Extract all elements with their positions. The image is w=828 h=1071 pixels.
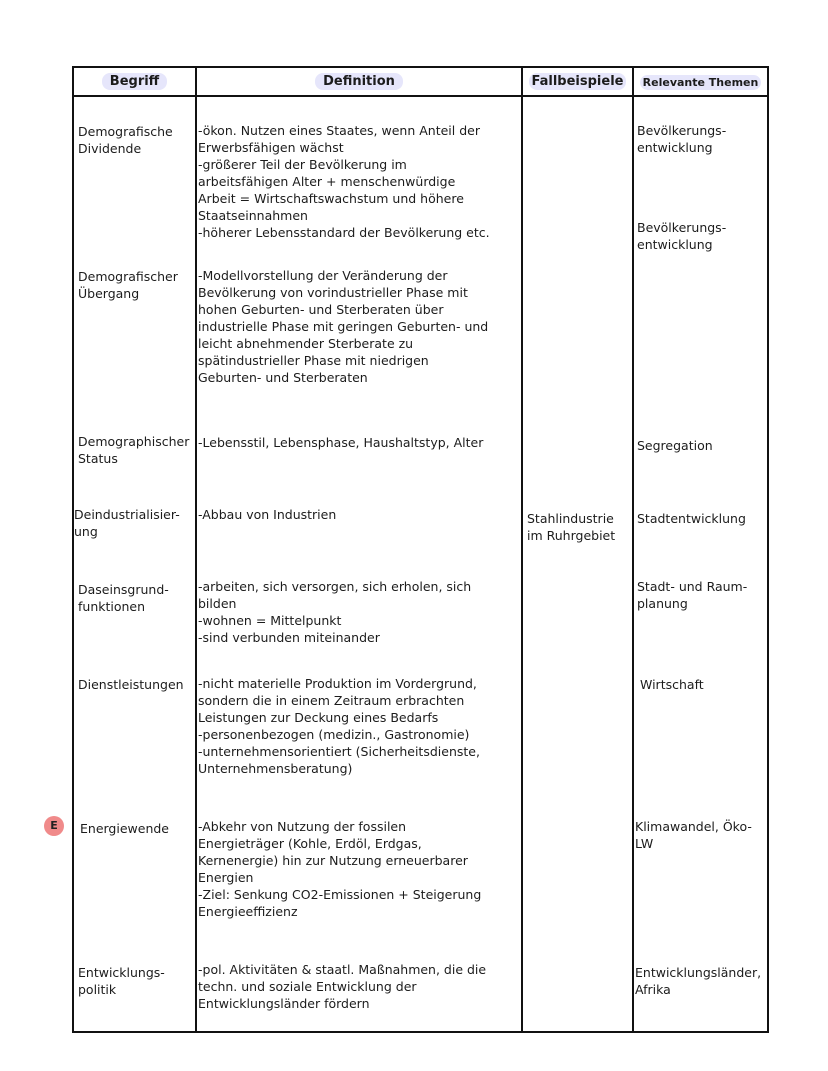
- section-letter-badge: E: [44, 816, 64, 836]
- topic-cell: Bevölkerungs- entwicklung: [637, 123, 727, 155]
- header-topics: Relevante Themen: [634, 76, 767, 89]
- term-cell: Energiewende: [80, 821, 169, 836]
- definition-cell: -Lebensstil, Lebensphase, Haushaltstyp, Alter: [198, 435, 484, 450]
- topic-cell: Entwicklungsländer, Afrika: [635, 965, 762, 997]
- table-top-border: [72, 66, 769, 68]
- header-definition: Definition: [197, 74, 521, 89]
- term-cell: Dienstleistungen: [78, 677, 184, 692]
- definition-cell: -Abbau von Industrien: [198, 507, 337, 522]
- example-cell: Stahlindustrie im Ruhrgebiet: [527, 511, 616, 543]
- table-left-border: [72, 66, 74, 1033]
- definition-cell: -pol. Aktivitäten & staatl. Maßnahmen, die die techn. und soziale Entwicklung der Entwicklungsländer fördern: [198, 962, 487, 1011]
- definition-cell: -arbeiten, sich versorgen, sich erholen, sich bilden -wohnen = Mittelpunkt -sind verbunden miteinander: [198, 579, 472, 645]
- topic-cell: Klimawandel, Öko- LW: [635, 819, 752, 851]
- table-bottom-border: [72, 1031, 769, 1033]
- topic-cell: Bevölkerungs- entwicklung: [637, 220, 727, 252]
- term-cell: Demographischer Status: [78, 434, 190, 466]
- topic-cell: Stadt- und Raum- planung: [637, 579, 748, 611]
- topic-cell: Segregation: [637, 438, 713, 453]
- header-term: Begriff: [74, 74, 195, 89]
- header-examples: Fallbeispiele: [523, 74, 632, 89]
- definition-cell: -nicht materielle Produktion im Vordergrund, sondern die in einem Zeitraum erbrachten Leistungen zur Deckung eines Bedarfs -personenbezogen (medizin., Gastronomie) -unternehmensorientiert (Sicherheitsdienste, Unternehmensberatung): [198, 676, 480, 776]
- column-divider-3: [632, 66, 634, 1033]
- term-cell: Demografische Dividende: [78, 124, 173, 156]
- definition-cell: -Abkehr von Nutzung der fossilen Energieträger (Kohle, Erdöl, Erdgas, Kernenergie) hin zur Nutzung erneuerbarer Energien -Ziel: Senkung CO2-Emissionen + Steigerung Energieeffizienz: [198, 819, 482, 919]
- header-bottom-border: [72, 95, 769, 97]
- table-right-border: [767, 66, 769, 1033]
- term-cell: Daseinsgrund- funktionen: [78, 582, 169, 614]
- definition-cell: -ökon. Nutzen eines Staates, wenn Anteil der Erwerbsfähigen wächst -größerer Teil der Bevölkerung im arbeitsfähigen Alter + menschenwürdige Arbeit = Wirtschaftswachstum und höhere Staatseinnahmen -höherer Lebensstandard der Bevölkerung etc.: [198, 123, 490, 240]
- topic-cell: Wirtschaft: [640, 677, 704, 692]
- term-cell: Demografischer Übergang: [78, 269, 178, 301]
- column-divider-1: [195, 66, 197, 1033]
- topic-cell: Stadtentwicklung: [637, 511, 746, 526]
- term-cell: Entwicklungs- politik: [78, 965, 165, 997]
- column-divider-2: [521, 66, 523, 1033]
- term-cell: Deindustrialisier- ung: [74, 507, 180, 539]
- definition-cell: -Modellvorstellung der Veränderung der Bevölkerung von vorindustrieller Phase mit hohen Geburten- und Sterberaten über industrielle Phase mit geringen Geburten- und leicht abnehmender Sterberate zu spätindustrieller Phase mit niedrigen Geburten- und Sterberaten: [198, 268, 489, 385]
